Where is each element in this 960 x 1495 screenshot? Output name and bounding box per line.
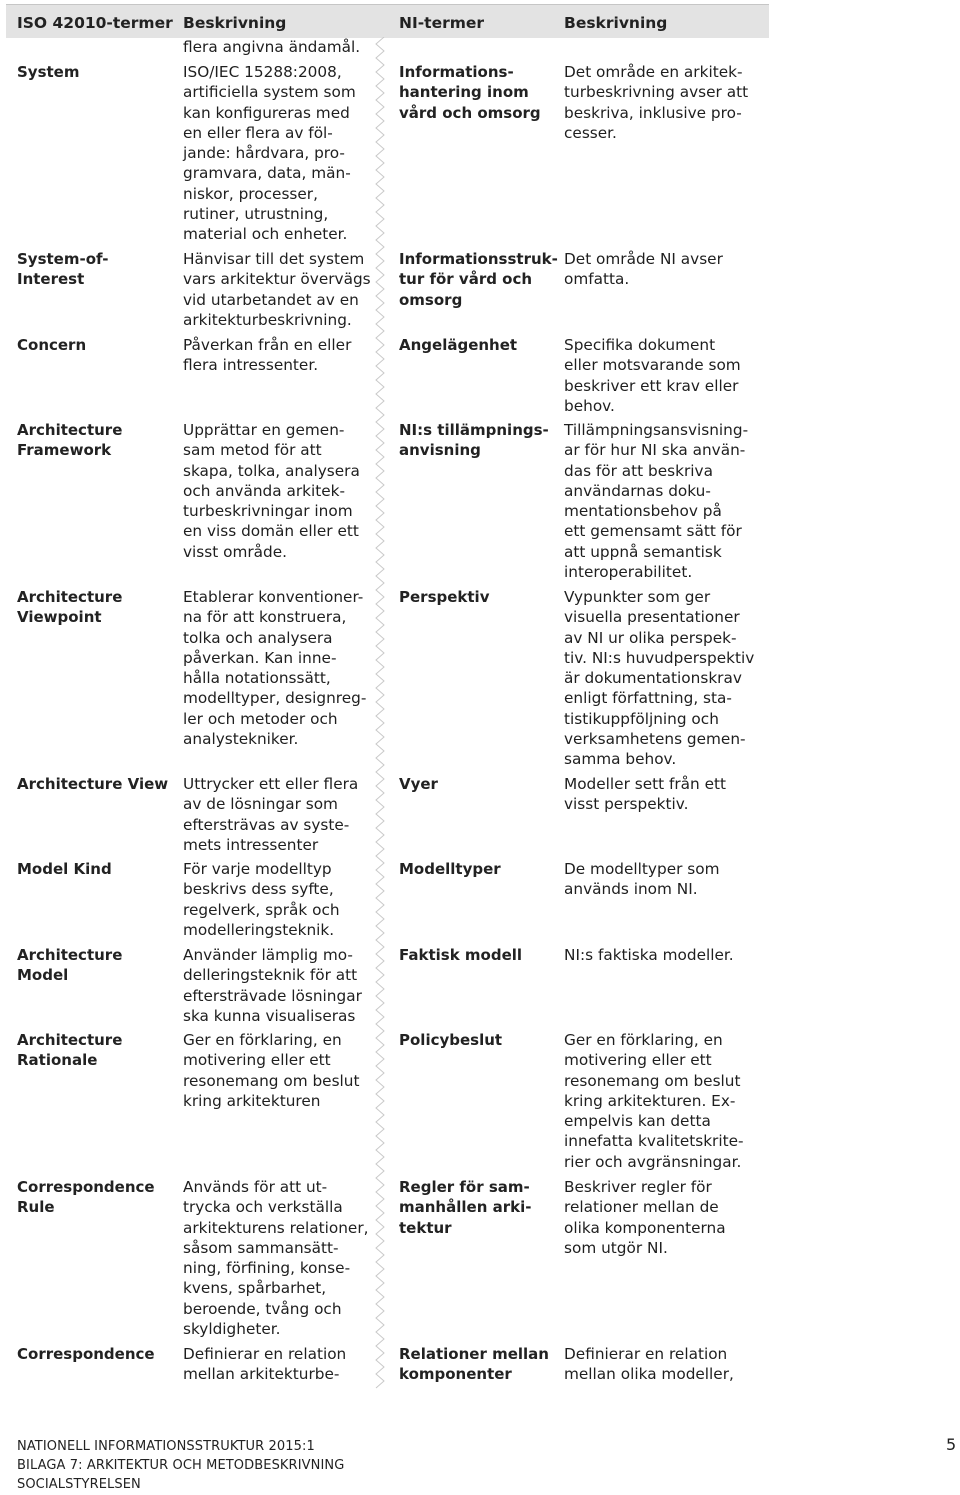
ni-description-line: NI:s faktiska modeller.	[564, 946, 734, 964]
iso-description-line: Upprättar en gemen-	[183, 421, 345, 439]
iso-description-line: ning, förfining, konse-	[183, 1259, 351, 1278]
iso-term-cell	[17, 249, 177, 290]
iso-term-line: Interest	[17, 270, 85, 289]
iso-description-line: motivering eller ett	[183, 1051, 331, 1070]
ni-description-cell	[564, 420, 764, 582]
iso-description-line: artificiella system som	[183, 83, 356, 102]
iso-description-line: såsom sammansätt-	[183, 1238, 339, 1257]
ni-description-line: visuella presentationer	[564, 608, 740, 627]
ni-description-line: att uppnå semantisk	[564, 542, 722, 561]
ni-term-line: vård och omsorg	[399, 103, 541, 122]
iso-term-line: Correspondence	[17, 1345, 155, 1363]
ni-term-cell	[399, 859, 559, 879]
ni-term-line: Regler för sam-	[399, 1178, 530, 1196]
iso-description-cell	[183, 420, 383, 562]
iso-description-line: eftersträvade lösningar	[183, 986, 362, 1005]
ni-description-line: Tillämpningsansvisning-	[564, 421, 749, 439]
iso-description-line: Definierar en relation	[183, 1345, 347, 1363]
iso-description-line: eftersträvas av syste-	[183, 815, 350, 834]
ni-description-line: das för att beskriva	[564, 461, 713, 480]
header-description-1: Beskrivning	[183, 14, 287, 32]
ni-description-line: verksamhetens gemen-	[564, 730, 746, 749]
iso-description-cell	[183, 945, 383, 1026]
ni-term-line: hantering inom	[399, 83, 529, 102]
iso-term-line: Viewpoint	[17, 608, 102, 627]
ni-term-line: Angelägenhet	[399, 336, 518, 354]
ni-term-line: Policybeslut	[399, 1031, 503, 1049]
footer-publication: NATIONELL INFORMATIONSSTRUKTUR 2015:1	[17, 1439, 315, 1454]
iso-term-cell	[17, 1177, 177, 1218]
continuation-line: flera angivna ändamål.	[183, 38, 361, 56]
iso-description-line: Används för att ut-	[183, 1178, 328, 1196]
iso-term-line: Model	[17, 966, 69, 985]
iso-description-line: jande: hårdvara, pro-	[183, 144, 345, 163]
ni-term-line: Modelltyper	[399, 860, 501, 878]
ni-description-line: Ger en förklaring, en	[564, 1031, 723, 1049]
iso-description-line: arkitekturens relationer,	[183, 1218, 369, 1237]
iso-description-line: påverkan. Kan inne-	[183, 648, 337, 667]
ni-description-line: samma behov.	[564, 750, 677, 769]
page-number: 5	[946, 1435, 957, 1454]
iso-description-line: skyldigheter.	[183, 1320, 281, 1339]
ni-description-line: kring arkitekturen. Ex-	[564, 1091, 736, 1110]
footer-appendix: BILAGA 7: ARKITEKTUR OCH METODBESKRIVNING	[17, 1458, 345, 1474]
iso-description-line: tolka och analysera	[183, 628, 333, 647]
iso-term-line: System	[17, 63, 80, 81]
continuation-text	[183, 37, 383, 57]
iso-term-line: Correspondence	[17, 1178, 155, 1196]
iso-description-line: niskor, processer,	[183, 184, 318, 203]
ni-description-line: resonemang om beslut	[564, 1071, 741, 1090]
table-header	[6, 4, 769, 38]
ni-description-line: användarnas doku-	[564, 481, 711, 500]
ni-description-cell	[564, 62, 764, 143]
iso-description-cell	[183, 587, 383, 749]
iso-description-line: Använder lämplig mo-	[183, 946, 353, 964]
ni-description-line: rier och avgränsningar.	[564, 1152, 742, 1171]
ni-description-line: ett gemensamt sätt för	[564, 522, 742, 541]
ni-description-line: används inom NI.	[564, 880, 698, 899]
iso-term-cell	[17, 335, 177, 355]
ni-term-line: NI:s tillämpnings-	[399, 421, 549, 439]
iso-term-cell	[17, 1344, 177, 1364]
header-description-2: Beskrivning	[564, 14, 668, 32]
ni-description-line: Vypunkter som ger	[564, 588, 711, 606]
iso-term-line: Architecture	[17, 946, 123, 964]
ni-description-line: tiv. NI:s huvudperspektiv	[564, 648, 755, 667]
footer-publisher: SOCIALSTYRELSEN	[17, 1477, 141, 1493]
iso-description-line: beroende, tvång och	[183, 1299, 342, 1318]
ni-description-line: ar för hur NI ska använ-	[564, 441, 746, 460]
iso-description-cell	[183, 62, 383, 245]
iso-term-cell	[17, 587, 177, 628]
iso-description-line: ler och metoder och	[183, 709, 338, 728]
iso-description-cell	[183, 1344, 383, 1385]
iso-description-line: Uttrycker ett eller flera	[183, 775, 359, 793]
ni-description-line: mellan olika modeller,	[564, 1365, 734, 1384]
iso-description-cell	[183, 335, 383, 376]
iso-term-cell	[17, 774, 177, 794]
ni-description-line: mentationsbehov på	[564, 502, 722, 521]
ni-description-line: eller motsvarande som	[564, 356, 741, 375]
ni-term-line: manhållen arki-	[399, 1198, 532, 1217]
ni-term-cell	[399, 1030, 559, 1050]
ni-term-cell	[399, 945, 559, 965]
ni-term-cell	[399, 587, 559, 607]
iso-description-line: Etablerar konventioner-	[183, 588, 364, 606]
iso-term-cell	[17, 62, 177, 82]
ni-description-cell	[564, 859, 764, 900]
iso-description-line: kring arkitekturen	[183, 1091, 321, 1110]
ni-description-line: enligt författning, sta-	[564, 689, 732, 708]
ni-term-line: Perspektiv	[399, 588, 490, 606]
ni-term-line: tur för vård och	[399, 270, 533, 289]
ni-term-line: omsorg	[399, 290, 463, 309]
ni-description-line: Beskriver regler för	[564, 1178, 712, 1196]
iso-description-line: modelleringsteknik.	[183, 920, 335, 939]
ni-term-cell	[399, 1344, 559, 1385]
iso-term-line: Framework	[17, 441, 112, 460]
iso-description-line: rutiner, utrustning,	[183, 205, 329, 224]
iso-description-line: en viss domän eller ett	[183, 522, 359, 541]
ni-description-line: är dokumentationskrav	[564, 669, 742, 688]
iso-description-line: av de lösningar som	[183, 795, 338, 814]
ni-description-line: Modeller sett från ett	[564, 775, 726, 793]
ni-description-cell	[564, 1177, 764, 1258]
iso-description-line: sam metod för att	[183, 441, 322, 460]
ni-description-cell	[564, 774, 764, 815]
iso-description-line: vars arkitektur övervägs	[183, 270, 371, 289]
iso-term-line: Rule	[17, 1198, 55, 1217]
ni-description-cell	[564, 1030, 764, 1172]
iso-term-line: Architecture	[17, 1031, 123, 1049]
ni-description-line: De modelltyper som	[564, 860, 720, 878]
ni-description-line: som utgör NI.	[564, 1238, 668, 1257]
ni-description-cell	[564, 335, 764, 416]
ni-description-line: Specifika dokument	[564, 336, 716, 354]
iso-description-cell	[183, 859, 383, 940]
iso-description-line: Hänvisar till det system	[183, 250, 365, 268]
ni-term-cell	[399, 335, 559, 355]
iso-description-line: mellan arkitekturbe-	[183, 1365, 340, 1384]
iso-description-line: modelltyper, designreg-	[183, 689, 367, 708]
iso-description-line: beskrivs dess syfte,	[183, 880, 334, 899]
iso-term-line: Model Kind	[17, 860, 112, 878]
ni-description-line: visst perspektiv.	[564, 795, 689, 814]
iso-description-line: arkitekturbeskrivning.	[183, 310, 352, 329]
ni-description-cell	[564, 249, 764, 290]
iso-description-line: ska kunna visualiseras	[183, 1006, 356, 1025]
iso-term-line: Concern	[17, 336, 87, 354]
iso-description-cell	[183, 774, 383, 855]
iso-description-line: gramvara, data, män-	[183, 164, 351, 183]
ni-term-line: tektur	[399, 1218, 452, 1237]
iso-description-cell	[183, 249, 383, 330]
iso-description-line: mets intressenter	[183, 835, 319, 854]
iso-description-line: en eller flera av föl-	[183, 123, 333, 142]
iso-description-line: delleringsteknik för att	[183, 966, 358, 985]
page-footer	[17, 1437, 344, 1495]
ni-term-cell	[399, 420, 559, 461]
ni-term-cell	[399, 62, 559, 123]
iso-description-line: Ger en förklaring, en	[183, 1031, 342, 1049]
iso-description-line: turbeskrivningar inom	[183, 502, 353, 521]
ni-term-line: Vyer	[399, 775, 438, 793]
ni-description-line: cesser.	[564, 123, 617, 142]
iso-description-cell	[183, 1030, 383, 1111]
iso-term-line: Architecture View	[17, 775, 169, 793]
ni-description-line: Definierar en relation	[564, 1345, 728, 1363]
iso-term-line: Architecture	[17, 588, 123, 606]
ni-description-line: behov.	[564, 396, 615, 415]
ni-term-line: anvisning	[399, 441, 481, 460]
ni-description-line: beskriva, inklusive pro-	[564, 103, 742, 122]
iso-description-line: flera intressenter.	[183, 356, 319, 375]
iso-description-cell	[183, 1177, 383, 1339]
ni-term-line: Informations-	[399, 63, 514, 81]
ni-term-line: Relationer mellan	[399, 1345, 549, 1363]
ni-description-line: turbeskrivning avser att	[564, 83, 749, 102]
iso-term-line: Architecture	[17, 421, 123, 439]
ni-description-cell	[564, 1344, 764, 1385]
iso-description-line: material och enheter.	[183, 225, 348, 244]
ni-description-cell	[564, 945, 764, 965]
iso-term-line: System-of-	[17, 250, 109, 268]
ni-description-line: omfatta.	[564, 270, 630, 289]
header-ni-terms: NI-termer	[399, 14, 485, 32]
ni-term-line: Faktisk modell	[399, 946, 523, 964]
ni-description-line: relationer mellan de	[564, 1198, 719, 1217]
ni-description-line: beskriver ett krav eller	[564, 376, 739, 395]
ni-description-line: Det område en arkitek-	[564, 63, 743, 81]
iso-description-line: trycka och verkställa	[183, 1198, 343, 1217]
ni-description-line: innefatta kvalitetskrite-	[564, 1132, 744, 1151]
iso-description-line: visst område.	[183, 542, 288, 561]
ni-description-line: tistikuppföljning och	[564, 709, 719, 728]
ni-description-cell	[564, 587, 764, 770]
ni-description-line: olika komponenterna	[564, 1218, 726, 1237]
iso-description-line: resonemang om beslut	[183, 1071, 360, 1090]
iso-description-line: vid utarbetandet av en	[183, 290, 359, 309]
iso-description-line: na för att konstruera,	[183, 608, 347, 627]
iso-term-cell	[17, 945, 177, 986]
iso-description-line: kan konfigureras med	[183, 103, 350, 122]
ni-description-line: empelvis kan detta	[564, 1112, 711, 1131]
iso-term-cell	[17, 859, 177, 879]
header-iso-terms: ISO 42010-termer	[17, 14, 173, 32]
iso-description-line: analystekniker.	[183, 730, 299, 749]
ni-description-line: av NI ur olika perspek-	[564, 628, 737, 647]
ni-term-line: komponenter	[399, 1365, 512, 1384]
iso-description-line: Påverkan från en eller	[183, 336, 352, 354]
ni-description-line: Det område NI avser	[564, 250, 723, 268]
ni-term-cell	[399, 249, 559, 310]
iso-term-line: Rationale	[17, 1051, 98, 1070]
iso-description-line: För varje modelltyp	[183, 860, 332, 878]
iso-description-line: hålla notationssätt,	[183, 669, 331, 688]
iso-term-cell	[17, 420, 177, 461]
ni-term-cell	[399, 1177, 559, 1238]
iso-description-line: regelverk, språk och	[183, 900, 340, 919]
ni-term-line: Informationsstruk-	[399, 250, 558, 268]
ni-term-cell	[399, 774, 559, 794]
iso-description-line: ISO/IEC 15288:2008,	[183, 63, 342, 81]
iso-description-line: kvens, spårbarhet,	[183, 1279, 327, 1298]
ni-description-line: motivering eller ett	[564, 1051, 712, 1070]
ni-description-line: interoperabilitet.	[564, 563, 693, 582]
iso-description-line: skapa, tolka, analysera	[183, 461, 360, 480]
iso-description-line: och använda arkitek-	[183, 481, 346, 500]
iso-term-cell	[17, 1030, 177, 1071]
